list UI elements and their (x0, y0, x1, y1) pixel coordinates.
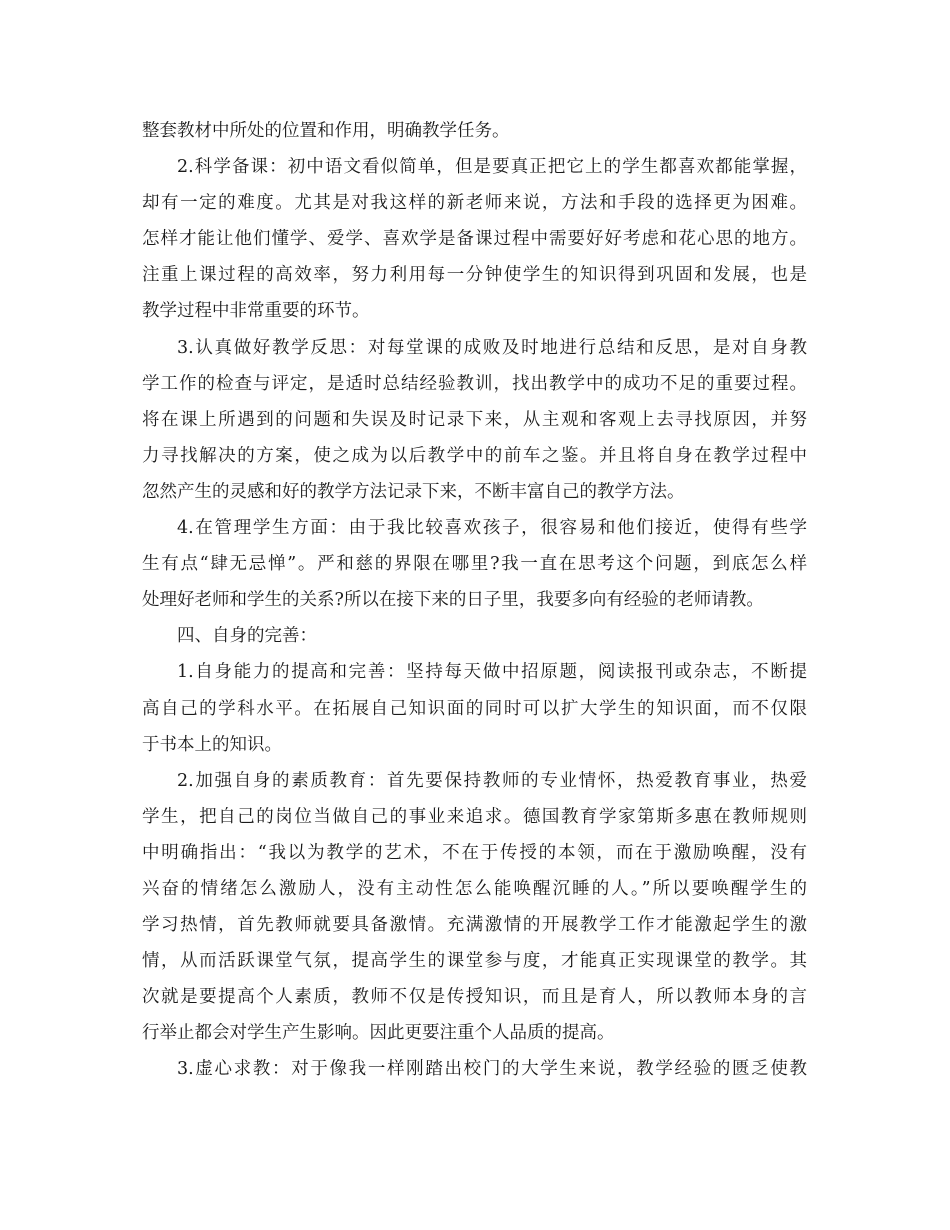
text-line: 兴奋的情绪怎么激励人，没有主动性怎么能唤醒沉睡的人。”所以要唤醒学生的 (142, 878, 807, 899)
text-line: 2.加强自身的素质教育：首先要保持教师的专业情怀，热爱教育事业，热爱 (177, 770, 807, 791)
text-line: 次就是要提高个人素质，教师不仅是传授知识，而且是育人，所以教师本身的言 (142, 987, 807, 1008)
body-text (142, 113, 807, 1088)
text-line: 四、自身的完善： (177, 626, 317, 647)
text-line: 教学过程中非常重要的环节。 (142, 301, 370, 322)
text-line: 却有一定的难度。尤其是对我这样的新老师来说，方法和手段的选择更为困难。 (142, 193, 807, 214)
text-line: 忽然产生的灵感和好的教学方法记录下来，不断丰富自己的教学方法。 (142, 481, 685, 502)
text-line: 高自己的学科水平。在拓展自己知识面的同时可以扩大学生的知识面，而不仅限 (142, 698, 807, 719)
text-line: 学生，把自己的岗位当做自己的事业来追求。德国教育学家第斯多惠在教师规则 (142, 806, 807, 827)
text-line: 行举止都会对学生产生影响。因此更要注重个人品质的提高。 (142, 1023, 615, 1044)
text-line: 4.在管理学生方面：由于我比较喜欢孩子，很容易和他们接近，使得有些学 (177, 518, 807, 539)
text-line: 将在课上所遇到的问题和失误及时记录下来，从主观和客观上去寻找原因，并努 (142, 409, 807, 430)
text-line: 整套教材中所处的位置和作用，明确教学任务。 (142, 121, 510, 141)
text-line: 力寻找解决的方案，使之成为以后教学中的前车之鉴。并且将自身在教学过程中 (142, 445, 807, 466)
text-line: 2.科学备课：初中语文看似简单，但是要真正把它上的学生都喜欢都能掌握， (177, 157, 807, 178)
text-line: 怎样才能让他们懂学、爱学、喜欢学是备课过程中需要好好考虑和花心思的地方。 (142, 229, 807, 250)
text-line: 处理好老师和学生的关系?所以在接下来的日子里，我要多向有经验的老师请教。 (142, 590, 764, 611)
text-line: 1.自身能力的提高和完善：坚持每天做中招原题，阅读报刊或杂志，不断提 (177, 662, 807, 683)
text-line: 生有点“肆无忌惮”。严和慈的界限在哪里?我一直在思考这个问题，到底怎么样 (142, 554, 807, 575)
text-line: 学工作的检查与评定，是适时总结经验教训，找出教学中的成功不足的重要过程。 (142, 373, 807, 394)
text-line: 中明确指出：“我以为教学的艺术，不在于传授的本领，而在于激励唤醒，没有 (142, 842, 807, 863)
text-line: 3.认真做好教学反思：对每堂课的成败及时地进行总结和反思，是对自身教 (177, 337, 807, 358)
text-line: 3.虚心求教：对于像我一样刚踏出校门的大学生来说，教学经验的匮乏使教 (177, 1059, 807, 1080)
text-line: 情，从而活跃课堂气氛，提高学生的课堂参与度，才能真正实现课堂的教学。其 (142, 951, 807, 972)
text-line: 注重上课过程的高效率，努力利用每一分钟使学生的知识得到巩固和发展，也是 (142, 265, 807, 286)
text-line: 学习热情，首先教师就要具备激情。充满激情的开展教学工作才能激起学生的激 (142, 915, 807, 936)
text-line: 于书本上的知识。 (142, 734, 282, 755)
